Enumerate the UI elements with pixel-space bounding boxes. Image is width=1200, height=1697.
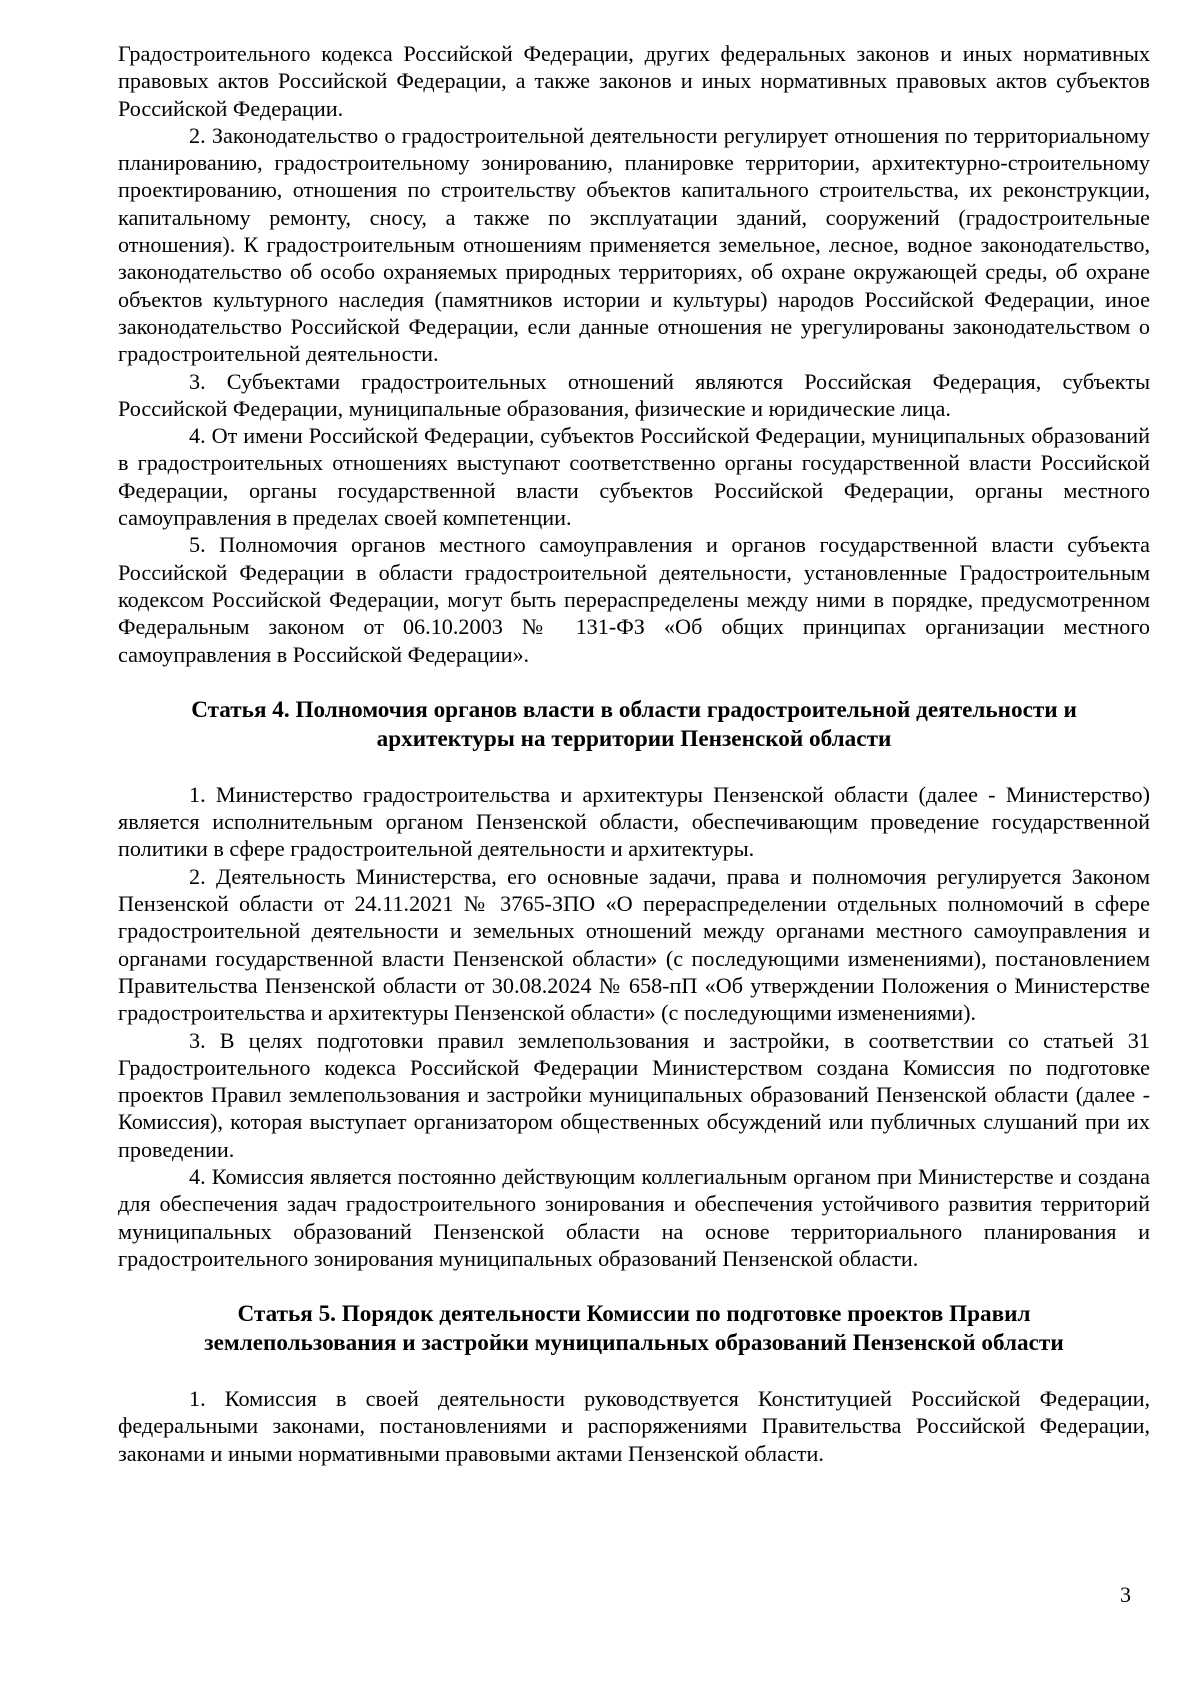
article-5-heading-line-1: Статья 5. Порядок деятельности Комиссии по подготовке проектов Правил [237, 1301, 1031, 1328]
document-page [118, 40, 1150, 1467]
article-4-heading-line-2: архитектуры на территории Пензенской области [376, 725, 892, 752]
article-5-heading [118, 1300, 1150, 1358]
spacer [118, 1358, 1150, 1385]
article-4-paragraph-2: 2. Деятельность Министерства, его основные задачи, права и полномочия регулируется Законом Пензенской области от 24.11.2021 № 3765-ЗПО «О перераспределении отдельных полномочий в сфере градостроительной деятельности и земельных отношений между органами местного самоуправления и органами государственной власти Пензенской области» (с последующими изменениями), постановлением Правительства Пензенской области от 30.08.2024 № 658-пП «Об утверждении Положения о Министерстве градостроительства и архитектуры Пензенской области» (с последующими изменениями). [118, 863, 1150, 1026]
spacer [118, 668, 1150, 696]
article-5-heading-line-2: землепользования и застройки муниципальных образований Пензенской области [204, 1330, 1064, 1357]
paragraph-item-3: 3. Субъектами градостроительных отношений являются Российская Федерация, субъекты Российской Федерации, муниципальные образования, физические и юридические лица. [118, 368, 1150, 421]
article-4-heading [118, 696, 1150, 754]
spacer [118, 1272, 1150, 1300]
article-4-paragraph-4: 4. Комиссия является постоянно действующим коллегиальным органом при Министерстве и создана для обеспечения задач градостроительного зонирования и обеспечения устойчивого развития территорий муниципальных образований Пензенской области на основе территориального планирования и градостроительного зонирования муниципальных образований Пензенской области. [118, 1163, 1150, 1271]
article-4-paragraph-3: 3. В целях подготовки правил землепользования и застройки, в соответствии со статьей 31 Градостроительного кодекса Российской Федерации Министерством создана Комиссия по подготовке проектов Правил землепользования и застройки муниципальных образований Пензенской области (далее - Комиссия), которая выступает организатором общественных обсуждений или публичных слушаний при их проведении. [118, 1027, 1150, 1162]
paragraph-item-4: 4. От имени Российской Федерации, субъектов Российской Федерации, муниципальных образований в градостроительных отношениях выступают соответственно органы государственной власти Российской Федерации, органы государственной власти субъектов Российской Федерации, органы местного самоуправления в пределах своей компетенции. [118, 423, 1150, 531]
article-4-paragraph-1: 1. Министерство градостроительства и архитектуры Пензенской области (далее - Министерство) является исполнительным органом Пензенской области, обеспечивающим проведение государственной политики в сфере градостроительной деятельности и архитектуры. [118, 781, 1150, 862]
paragraph-item-5: 5. Полномочия органов местного самоуправления и органов государственной власти субъекта Российской Федерации в области градостроительной деятельности, установленные Градостроительным кодексом Российской Федерации, могут быть перераспределены между ними в порядке, предусмотренном Федеральным законом от 06.10.2003 № 131-ФЗ «Об общих принципах организации местного самоуправления в Российской Федерации». [118, 532, 1150, 667]
article-5-paragraph-1: 1. Комиссия в своей деятельности руководствуется Конституцией Российской Федерации, федеральными законами, постановлениями и распоряжениями Правительства Российской Федерации, законами и иными нормативными правовыми актами Пензенской области. [118, 1386, 1150, 1466]
article-4-heading-line-1: Статья 4. Полномочия органов власти в области градостроительной деятельности и [191, 696, 1077, 723]
paragraph-continuation: Градостроительного кодекса Российской Федерации, других федеральных законов и иных нормативных правовых актов Российской Федерации, а также законов и иных нормативных правовых актов субъектов Российской Федерации. [118, 41, 1150, 121]
page-number: 3 [1120, 1582, 1131, 1607]
paragraph-item-2: 2. Законодательство о градостроительной деятельности регулирует отношения по территориальному планированию, градостроительному зонированию, планировке территории, архитектурно-строительному проектированию, отношения по строительству объектов капитального строительства, их реконструкции, капитальному ремонту, сносу, а также по эксплуатации зданий, сооружений (градостроительные отношения). К градостроительным отношениям применяется земельное, лесное, водное законодательство, законодательство об особо охраняемых природных территориях, об охране окружающей среды, об охране объектов культурного наследия (памятников истории и культуры) народов Российской Федерации, иное законодательство Российской Федерации, если данные отношения не урегулированы законодательством о градостроительной деятельности. [118, 122, 1150, 367]
spacer [118, 754, 1150, 781]
